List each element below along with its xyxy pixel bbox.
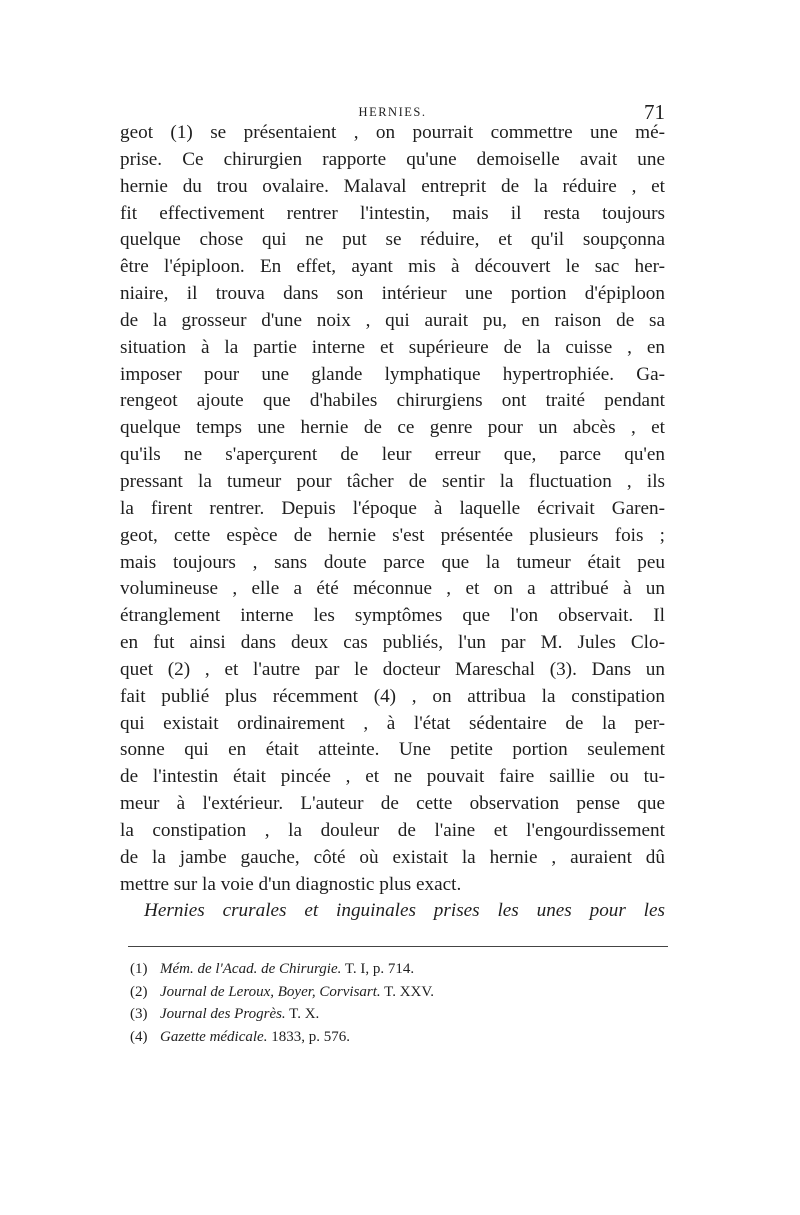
footnote-ref: T. X. bbox=[285, 1006, 320, 1022]
text-line: geot (1) se présentaient , on pourrait commettre une mé- bbox=[120, 122, 665, 143]
text-line: la constipation , la douleur de l'aine et l'engourdissement bbox=[120, 819, 665, 841]
footnote-number: (3) bbox=[130, 1006, 148, 1022]
text-line: fit effectivement rentrer l'intestin, mais il resta toujours bbox=[120, 202, 665, 224]
text-line: hernie du trou ovalaire. Malaval entreprit de la réduire , et bbox=[120, 175, 665, 197]
text-line: niaire, il trouva dans son intérieur une portion d'épiploon bbox=[120, 283, 665, 305]
text-line: de la jambe gauche, côté où existait la hernie , auraient dû bbox=[120, 846, 665, 868]
text-line: qui existait ordinairement , à l'état sédentaire de la per- bbox=[120, 712, 665, 734]
footnotes bbox=[130, 958, 650, 1048]
section-heading-line: Hernies crurales et inguinales prises les unes pour les bbox=[144, 900, 665, 922]
text-line: fait publié plus récemment (4) , on attribua la constipation bbox=[120, 685, 665, 707]
text-line: volumineuse , elle a été méconnue , et on a attribué à un bbox=[120, 578, 665, 600]
text-line: étranglement interne les symptômes que l'on observait. Il bbox=[120, 605, 665, 627]
text-line: quelque chose qui ne put se réduire, et qu'il soupçonna bbox=[120, 229, 665, 251]
text-line: mettre sur la voie d'un diagnostic plus exact. bbox=[120, 873, 462, 895]
text-line: situation à la partie interne et supérieure de la cuisse , en bbox=[120, 336, 665, 358]
body-text bbox=[120, 120, 665, 925]
footnote-work: Mém. de l'Acad. de Chirurgie. bbox=[160, 961, 342, 977]
text-line: mais toujours , sans doute parce que la tumeur était peu bbox=[120, 551, 665, 573]
text-line: de l'intestin était pincée , et ne pouvait faire saillie ou tu- bbox=[120, 766, 665, 788]
footnote-rule bbox=[128, 946, 668, 947]
footnote-number: (1) bbox=[130, 961, 148, 977]
text-line: rengeot ajoute que d'habiles chirurgiens ont traité pendant bbox=[120, 390, 665, 412]
footnote bbox=[130, 981, 650, 1004]
footnote-work: Journal de Leroux, Boyer, Corvisart. bbox=[160, 983, 381, 1000]
footnote-ref: T. I, p. 714. bbox=[341, 961, 415, 977]
footnote-ref: 1833, p. 576. bbox=[267, 1028, 350, 1045]
page-number: 71 bbox=[644, 100, 665, 124]
text-line: en fut ainsi dans deux cas publiés, l'un par M. Jules Clo- bbox=[120, 632, 665, 654]
text-line: de la grosseur d'une noix , qui aurait pu, en raison de sa bbox=[120, 309, 665, 331]
text-line: meur à l'extérieur. L'auteur de cette observation pense que bbox=[120, 793, 665, 815]
running-title: HERNIES. bbox=[358, 105, 427, 119]
footnote-work: Journal des Progrès. bbox=[160, 1006, 286, 1022]
text-line: être l'épiploon. En effet, ayant mis à découvert le sac her- bbox=[120, 256, 665, 278]
text-line: pressant la tumeur pour tâcher de sentir la fluctuation , ils bbox=[120, 470, 665, 492]
footnote-work: Gazette médicale. bbox=[160, 1028, 268, 1045]
footnote-ref: T. XXV. bbox=[380, 983, 435, 1000]
footnote bbox=[130, 958, 650, 981]
footnote-number: (2) bbox=[130, 983, 148, 1000]
footnote bbox=[130, 1003, 650, 1026]
footnote-number: (4) bbox=[130, 1028, 148, 1045]
text-line: qu'ils ne s'aperçurent de leur erreur que, parce qu'en bbox=[120, 444, 665, 466]
text-line: la firent rentrer. Depuis l'époque à laquelle écrivait Garen- bbox=[120, 497, 665, 519]
text-line: geot, cette espèce de hernie s'est présentée plusieurs fois ; bbox=[120, 524, 665, 546]
text-line: sonne qui en était atteinte. Une petite portion seulement bbox=[120, 739, 665, 761]
footnote bbox=[130, 1026, 650, 1049]
text-line: quelque temps une hernie de ce genre pour un abcès , et bbox=[120, 417, 665, 439]
text-line: quet (2) , et l'autre par le docteur Mareschal (3). Dans un bbox=[120, 658, 665, 680]
text-line: prise. Ce chirurgien rapporte qu'une demoiselle avait une bbox=[120, 148, 665, 170]
text-line: imposer pour une glande lymphatique hypertrophiée. Ga- bbox=[120, 363, 665, 385]
